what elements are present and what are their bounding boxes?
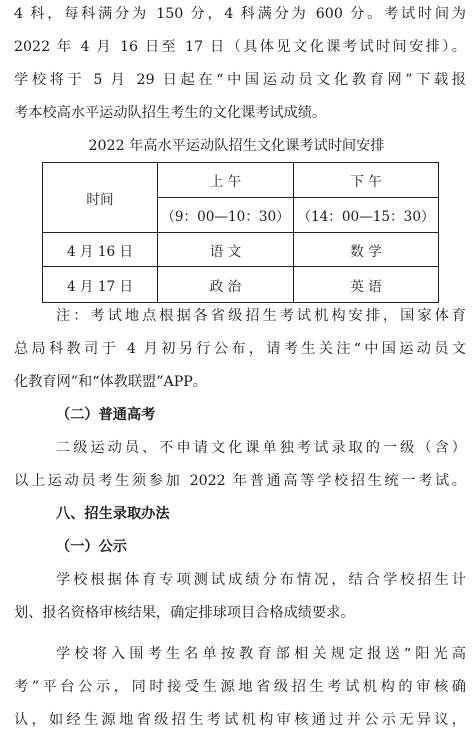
morning-time-cell: （9：00—10：30） [158, 198, 294, 233]
note-line-3: 化教育网”和“体教联盟”APP。 [14, 374, 207, 390]
paragraph-4-line-2: 考”平台公示，同时接受生源地省级招生考试机构的审核确 [14, 679, 466, 695]
exam-schedule-table [42, 162, 439, 303]
paragraph-3-line-2: 划、报名资格审核结果，确定排球项目合格成绩要求。 [14, 605, 355, 621]
paragraph-1-line-1: 4 科，每科满分为 150 分，4 科满分为 600 分。考试时间为 [14, 6, 466, 22]
afternoon-header-cell: 下 午 [294, 163, 439, 198]
paragraph-2-line-2: 以上运动员考生须参加 2022 年普通高等学校招生统一考试。 [14, 473, 466, 489]
paragraph-2-line-1: 二级运动员、不申请文化课单独考试录取的一级（含） [56, 440, 466, 456]
morning-subject-cell: 政 治 [158, 267, 294, 303]
section-2-heading: （二）普通高考 [56, 407, 156, 423]
time-header-cell: 时间 [43, 163, 158, 233]
afternoon-time-cell: （14：00—15：30） [294, 198, 439, 233]
note-line-1: 注：考试地点根据各省级招生考试机构安排，国家体育 [56, 308, 466, 324]
paragraph-3-line-1: 学校根据体育专项测试成绩分布情况，结合学校招生计 [56, 572, 466, 588]
afternoon-subject-cell: 数 学 [294, 233, 439, 267]
date-cell: 4 月 16 日 [43, 233, 158, 267]
paragraph-4-line-3: 认，如经生源地省级招生考试机构审核通过并公示无异议， [14, 712, 466, 728]
table-row [43, 233, 439, 267]
paragraph-1-line-4: 考本校高水平运动队招生考生的文化课考试成绩。 [14, 105, 327, 121]
section-8-heading: 八、招生录取办法 [56, 506, 170, 522]
table-row [43, 267, 439, 303]
paragraph-1-line-3: 学校将于 5 月 29 日起在“中国运动员文化教育网”下载报 [14, 72, 466, 88]
paragraph-4-line-1: 学校将入围考生名单按教育部相关规定报送“阳光高 [56, 646, 466, 662]
note-line-2: 总局科教司于 4 月初另行公布，请考生关注“中国运动员文 [14, 341, 466, 357]
morning-subject-cell: 语 文 [158, 233, 294, 267]
afternoon-subject-cell: 英 语 [294, 267, 439, 303]
date-cell: 4 月 17 日 [43, 267, 158, 303]
schedule-title: 2022 年高水平运动队招生文化课考试时间安排 [88, 138, 385, 154]
subsection-1-heading: （一）公示 [56, 539, 127, 555]
paragraph-1-line-2: 2022 年 4 月 16 日至 17 日（具体见文化课考试时间安排）。 [14, 39, 466, 55]
morning-header-cell: 上 午 [158, 163, 294, 198]
